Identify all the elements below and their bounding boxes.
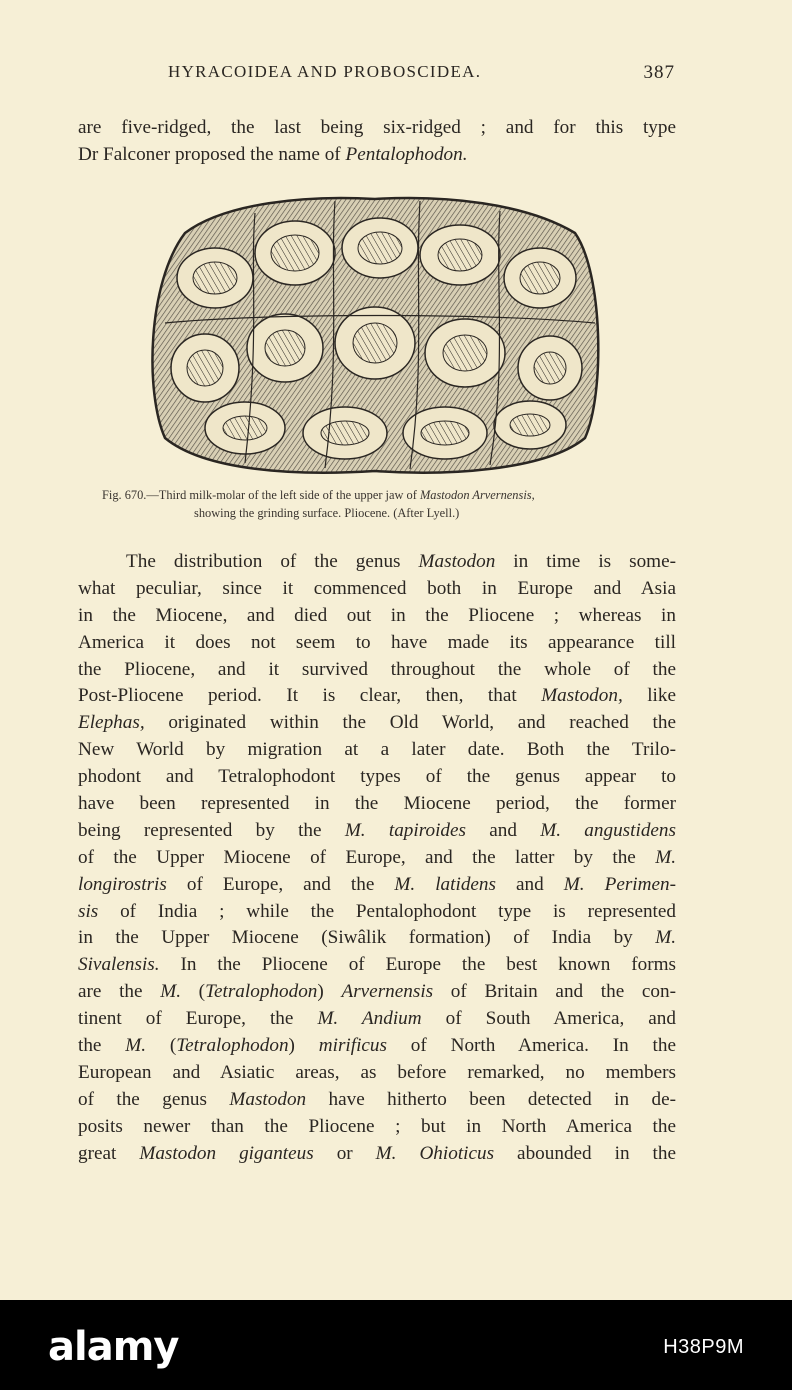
text-line: European and Asiatic areas, as before remarked, no members (78, 1061, 676, 1083)
text-line: the Pliocene, and it survived throughout the whole of the (78, 658, 676, 680)
brand-logo: alamy (48, 1324, 179, 1370)
text-line: sis of India ; while the Pentalophodont type is represented (78, 900, 676, 922)
body-paragraph (78, 549, 676, 1167)
text-line: are five-ridged, the last being six-ridged ; and for this type (78, 117, 676, 138)
text-line: in the Miocene, and died out in the Pliocene ; whereas in (78, 604, 676, 626)
text-line: New World by migration at a later date. Both the Trilo- (78, 739, 676, 761)
text-line: of the Upper Miocene of Europe, and the latter by the M. (78, 846, 676, 868)
image-id: H38P9M (663, 1336, 744, 1358)
text-line: phodont and Tetralophodont types of the genus appear to (78, 766, 676, 788)
text-line: great Mastodon giganteus or M. Ohioticus abounded in the (78, 1142, 676, 1164)
molar-illustration (145, 193, 605, 476)
page-number: 387 (643, 62, 675, 83)
text-line: Elephas, originated within the Old World, and reached the (78, 712, 676, 734)
caption-line: Fig. 670.—Third milk-molar of the left side of the upper jaw of Mastodon Arvernensis, (102, 488, 535, 502)
page-header (0, 62, 792, 92)
text-line: The distribution of the genus Mastodon in time is some- (126, 551, 676, 572)
text-line: in the Upper Miocene (Siwâlik formation) of India by M. (78, 927, 676, 949)
text-line: tinent of Europe, the M. Andium of South America, and (78, 1008, 676, 1030)
text-line: America it does not seem to have made its appearance till (78, 631, 676, 653)
text-line: posits newer than the Pliocene ; but in North America the (78, 1115, 676, 1137)
text-line: the M. (Tetralophodon) mirificus of North America. In the (78, 1035, 676, 1057)
stock-footer-bar (0, 1300, 792, 1390)
text-line: are the M. (Tetralophodon) Arvernensis of Britain and the con- (78, 981, 676, 1003)
figure-caption (90, 486, 680, 522)
running-title: HYRACOIDEA AND PROBOSCIDEA. (168, 62, 482, 81)
text-line: Dr Falconer proposed the name of Pentalophodon. (78, 143, 468, 165)
text-line: being represented by the M. tapiroides and M. angustidens (78, 819, 676, 841)
intro-paragraph (78, 115, 676, 169)
text-line: what peculiar, since it commenced both in Europe and Asia (78, 577, 676, 599)
text-line: Post-Pliocene period. It is clear, then, that Mastodon, like (78, 685, 676, 707)
text-line: of the genus Mastodon have hitherto been detected in de- (78, 1088, 676, 1110)
caption-line: showing the grinding surface. Pliocene. (After Lyell.) (194, 506, 460, 520)
text-line: longirostris of Europe, and the M. latidens and M. Perimen- (78, 873, 676, 895)
text-line: have been represented in the Miocene period, the former (78, 793, 676, 815)
text-line: Sivalensis. In the Pliocene of Europe the best known forms (78, 954, 676, 976)
